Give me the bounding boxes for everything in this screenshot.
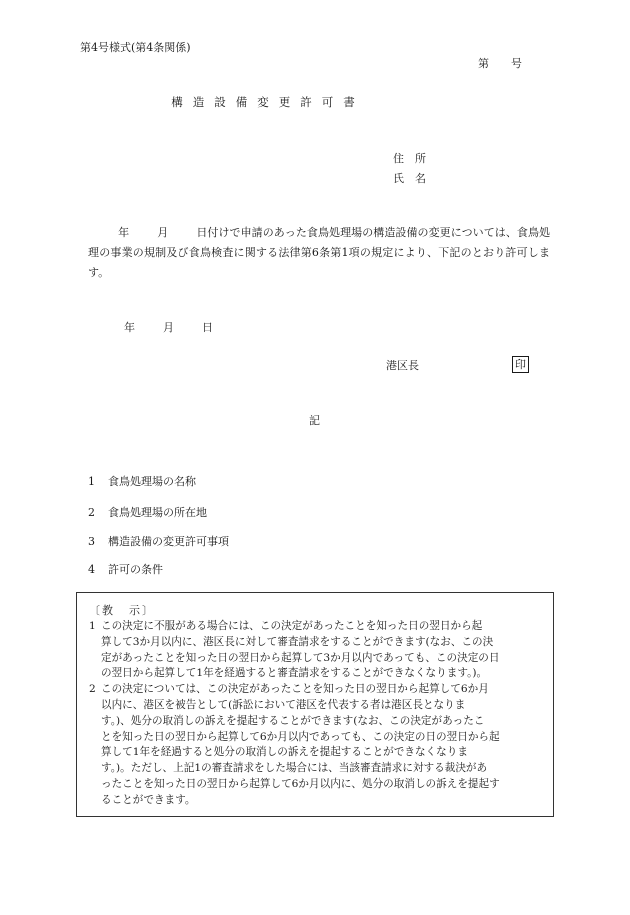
item-number: 1 [88, 475, 95, 488]
name-label: 氏名 [393, 172, 437, 185]
document-number [478, 56, 522, 71]
body-year: 年 [118, 226, 130, 239]
notice-line [89, 730, 547, 746]
item-permit-conditions [88, 562, 163, 577]
notice-line-text: の翌日から起算して1年を経過すると審査請求をすることができなくなります。)。 [101, 667, 488, 680]
notice-heading [89, 603, 155, 618]
notice-line-text: す。)、処分の取消しの訴えを提起することができます(なお、この決定があったこ [101, 714, 485, 727]
notice-line [89, 714, 547, 730]
body-main-text: 日付けで申請のあった食鳥処理場の構造設備の変更については、食鳥処理の事業の規制及び食鳥検査に関する法律第6条第1項の規定により、下記のとおり許可します。 [88, 226, 551, 279]
item-change-permit-matters [88, 534, 229, 549]
item-label: 食鳥処理場の所在地 [108, 506, 207, 519]
doc-number-prefix: 第 [478, 57, 489, 70]
item-label: 食鳥処理場の名称 [108, 475, 196, 488]
item-facility-name [88, 474, 196, 489]
notice-line-text: ることができます。 [101, 793, 196, 806]
notice-box [76, 592, 554, 817]
issue-month: 月 [163, 321, 174, 334]
signer-title: 港区長 [386, 359, 419, 372]
item-number: 2 [88, 506, 95, 519]
item-facility-location [88, 505, 207, 520]
item-number: 4 [88, 563, 95, 576]
issue-date [124, 320, 213, 335]
notice-line-text: 以内に、港区を被告として(訴訟において港区を代表する者は港区長となりま [101, 698, 466, 711]
issue-year: 年 [124, 321, 135, 334]
notice-line [89, 698, 547, 714]
notice-line [89, 619, 547, 635]
notice-line [89, 761, 547, 777]
notice-line-text: この決定については、この決定があったことを知った日の翌日から起算して6か月 [101, 683, 489, 696]
notice-number: 2 [89, 683, 96, 696]
document-title-text: 構造設備変更許可書 [171, 95, 365, 109]
item-number: 3 [88, 535, 95, 548]
notice-body [89, 619, 547, 809]
notice-line-text: とを知った日の翌日から起算して6か月以内であっても、この決定の日の翌日から起 [101, 730, 500, 743]
notice-line-text: 算して1年を経過すると処分の取消しの訴えを提起することができなくなりま [101, 746, 468, 759]
form-number: 第4号様式(第4条関係) [80, 41, 191, 54]
item-label: 構造設備の変更許可事項 [108, 535, 229, 548]
item-label: 許可の条件 [108, 563, 163, 576]
notice-line-text: ったことを知った日の翌日から起算して6か月以内に、処分の取消しの訴えを提起す [101, 777, 500, 790]
notice-line [89, 682, 547, 698]
address-label: 住所 [393, 152, 437, 165]
document-title [0, 94, 630, 110]
notice-line [89, 745, 547, 761]
notice-line [89, 635, 547, 651]
seal-mark: 印 [512, 356, 529, 373]
doc-number-suffix: 号 [511, 57, 522, 70]
permit-body-text [88, 223, 550, 283]
notice-heading-close: 示〕 [129, 604, 155, 617]
notice-line [89, 793, 547, 809]
notice-line-text: す。)。ただし、上記1の審査請求をした場合には、当該審査請求に対する裁決があ [101, 762, 488, 775]
notice-line [89, 651, 547, 667]
notice-line [89, 777, 547, 793]
notice-line-text: 算して3か月以内に、港区長に対して審査請求をすることができます(なお、この決 [101, 635, 494, 648]
notice-line-text: 定があったことを知った日の翌日から起算して3か月以内であっても、この決定の日 [101, 651, 500, 664]
body-month: 月 [157, 226, 169, 239]
ki-heading: 記 [309, 414, 320, 427]
notice-number: 1 [89, 620, 96, 632]
issue-day: 日 [202, 321, 213, 334]
notice-line [89, 666, 547, 682]
notice-line-text: この決定に不服がある場合には、この決定があったことを知った日の翌日から起 [101, 620, 483, 632]
notice-heading-open: 〔教 [89, 604, 115, 617]
